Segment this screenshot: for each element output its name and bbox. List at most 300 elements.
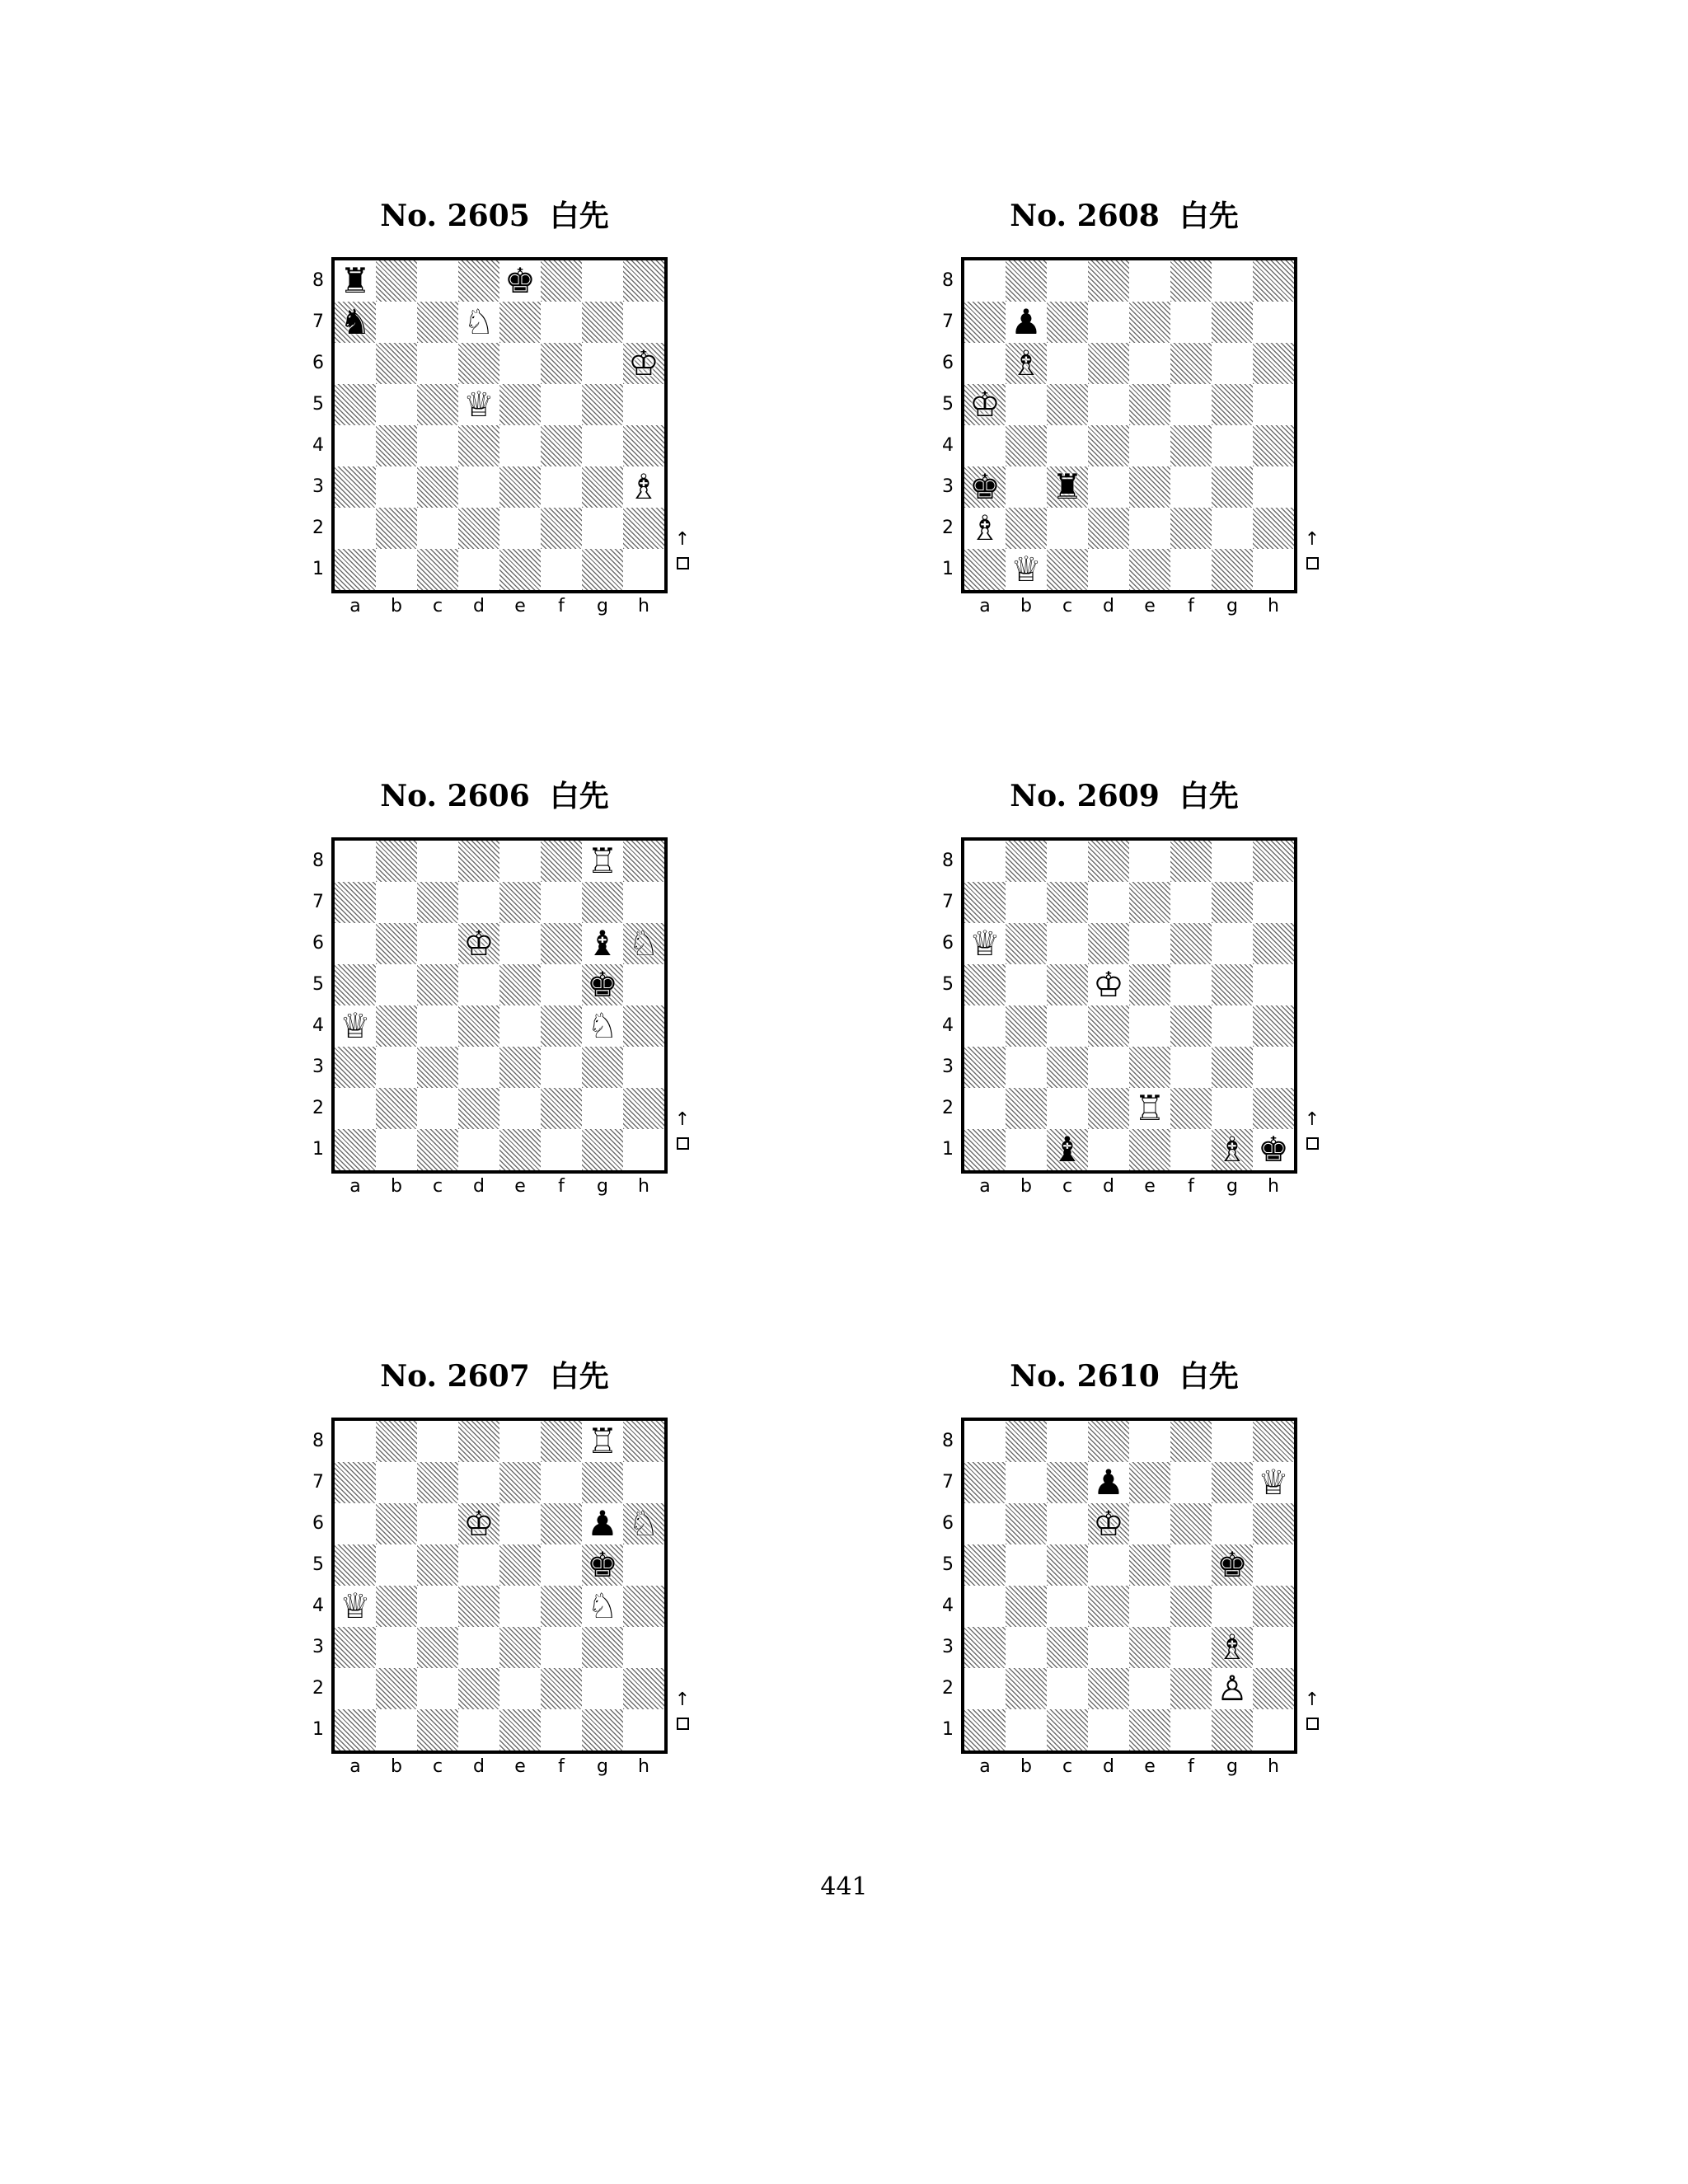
square-f4 bbox=[1170, 1005, 1212, 1047]
rank-label: 4 bbox=[312, 1015, 324, 1036]
rank-label: 1 bbox=[312, 559, 324, 579]
file-label: e bbox=[1144, 596, 1156, 616]
square-g7 bbox=[582, 1462, 623, 1503]
square-d8 bbox=[458, 1421, 499, 1462]
rank-label: 8 bbox=[312, 851, 324, 871]
square-h7 bbox=[623, 882, 664, 923]
side-to-move: 白先 bbox=[1179, 199, 1239, 233]
square-d2 bbox=[1088, 1668, 1129, 1709]
white-king-piece: ♔ bbox=[1093, 1503, 1124, 1544]
file-label: g bbox=[1226, 1176, 1238, 1197]
square-g7 bbox=[1212, 302, 1253, 343]
square-f4 bbox=[1170, 1586, 1212, 1627]
square-f2 bbox=[541, 508, 582, 549]
square-a1 bbox=[964, 549, 1006, 590]
square-f3 bbox=[1170, 1047, 1212, 1088]
diagram-title bbox=[330, 1352, 659, 1401]
square-a5 bbox=[335, 964, 376, 1005]
file-label: h bbox=[638, 1756, 649, 1777]
square-f7 bbox=[1170, 882, 1212, 923]
square-h4 bbox=[623, 1586, 664, 1627]
chess-board bbox=[331, 1418, 668, 1754]
square-c3 bbox=[417, 466, 458, 508]
square-b1 bbox=[376, 549, 417, 590]
rank-label: 2 bbox=[942, 518, 954, 538]
square-h5 bbox=[1253, 964, 1294, 1005]
square-a2 bbox=[335, 508, 376, 549]
square-g8 bbox=[1212, 260, 1253, 302]
square-g4 bbox=[582, 1586, 623, 1627]
rank-label: 2 bbox=[942, 1098, 954, 1118]
square-h2 bbox=[1253, 1088, 1294, 1129]
file-label: b bbox=[391, 1176, 402, 1197]
square-c3 bbox=[1047, 1047, 1088, 1088]
file-label: c bbox=[1062, 596, 1073, 616]
square-h5 bbox=[623, 1544, 664, 1586]
square-g4 bbox=[582, 1005, 623, 1047]
square-c6 bbox=[417, 1503, 458, 1544]
square-e5 bbox=[1129, 384, 1170, 425]
rank-labels bbox=[940, 1421, 956, 1750]
square-h5 bbox=[623, 384, 664, 425]
square-f7 bbox=[541, 302, 582, 343]
square-e3 bbox=[499, 1627, 541, 1668]
file-label: c bbox=[432, 1756, 443, 1777]
square-f5 bbox=[1170, 1544, 1212, 1586]
white-to-move-marker bbox=[1304, 1690, 1320, 1736]
square-e2 bbox=[1129, 1088, 1170, 1129]
square-d7 bbox=[1088, 1462, 1129, 1503]
square-e5 bbox=[499, 384, 541, 425]
file-label: a bbox=[349, 596, 361, 616]
rank-label: 5 bbox=[942, 1554, 954, 1575]
square-c8 bbox=[1047, 841, 1088, 882]
file-labels bbox=[964, 593, 1294, 620]
square-c5 bbox=[1047, 964, 1088, 1005]
square-h3 bbox=[623, 1627, 664, 1668]
file-label: h bbox=[1268, 596, 1279, 616]
square-f7 bbox=[541, 882, 582, 923]
rank-label: 7 bbox=[312, 312, 324, 332]
up-arrow-icon: ↑ bbox=[1304, 1690, 1320, 1710]
square-a8 bbox=[964, 841, 1006, 882]
diagram-title bbox=[959, 771, 1289, 821]
square-e1 bbox=[499, 1129, 541, 1170]
square-c2 bbox=[417, 1088, 458, 1129]
square-b4 bbox=[376, 1586, 417, 1627]
square-a3 bbox=[335, 466, 376, 508]
file-label: f bbox=[558, 1176, 565, 1197]
square-c2 bbox=[417, 508, 458, 549]
problem-number: No. 2608 bbox=[1010, 199, 1160, 233]
square-c4 bbox=[1047, 1586, 1088, 1627]
square-f6 bbox=[1170, 923, 1212, 964]
square-d6 bbox=[458, 343, 499, 384]
square-h3 bbox=[1253, 466, 1294, 508]
square-c5 bbox=[1047, 384, 1088, 425]
square-c6 bbox=[417, 923, 458, 964]
problem-number: No. 2607 bbox=[380, 1359, 530, 1394]
file-label: f bbox=[1188, 1176, 1194, 1197]
square-h7 bbox=[1253, 882, 1294, 923]
square-c7 bbox=[1047, 302, 1088, 343]
diagram-title bbox=[959, 191, 1289, 241]
square-h2 bbox=[623, 1088, 664, 1129]
square-g8 bbox=[1212, 1421, 1253, 1462]
up-arrow-icon: ↑ bbox=[1304, 529, 1320, 550]
rank-label: 4 bbox=[312, 435, 324, 456]
square-a6 bbox=[964, 1503, 1006, 1544]
square-d6 bbox=[458, 923, 499, 964]
square-g5 bbox=[1212, 1544, 1253, 1586]
square-d7 bbox=[458, 302, 499, 343]
file-label: h bbox=[1268, 1756, 1279, 1777]
square-a1 bbox=[335, 1709, 376, 1750]
square-d6 bbox=[1088, 1503, 1129, 1544]
square-f8 bbox=[541, 841, 582, 882]
square-g5 bbox=[1212, 384, 1253, 425]
square-b3 bbox=[376, 1627, 417, 1668]
rank-label: 5 bbox=[312, 394, 324, 415]
square-h1 bbox=[623, 1709, 664, 1750]
chess-board bbox=[961, 837, 1297, 1174]
square-g7 bbox=[582, 882, 623, 923]
file-label: f bbox=[1188, 1756, 1194, 1777]
square-e8 bbox=[499, 841, 541, 882]
square-f2 bbox=[541, 1088, 582, 1129]
file-label: c bbox=[432, 596, 443, 616]
square-f5 bbox=[1170, 384, 1212, 425]
square-a1 bbox=[964, 1709, 1006, 1750]
white-square-icon bbox=[677, 1718, 689, 1730]
rank-label: 7 bbox=[942, 312, 954, 332]
square-d7 bbox=[1088, 882, 1129, 923]
square-a4 bbox=[964, 425, 1006, 466]
square-a5 bbox=[335, 384, 376, 425]
square-e6 bbox=[1129, 1503, 1170, 1544]
square-g3 bbox=[582, 1627, 623, 1668]
square-d5 bbox=[458, 1544, 499, 1586]
white-bishop-piece: ♗ bbox=[1010, 343, 1042, 383]
square-b5 bbox=[1006, 964, 1047, 1005]
square-h8 bbox=[1253, 260, 1294, 302]
square-g3 bbox=[582, 466, 623, 508]
white-rook-piece: ♖ bbox=[587, 841, 618, 881]
rank-label: 5 bbox=[312, 974, 324, 995]
square-h6 bbox=[1253, 1503, 1294, 1544]
file-labels bbox=[964, 1754, 1294, 1780]
square-g4 bbox=[1212, 425, 1253, 466]
square-d6 bbox=[458, 1503, 499, 1544]
square-b8 bbox=[376, 841, 417, 882]
square-e7 bbox=[499, 882, 541, 923]
side-to-move: 白先 bbox=[549, 199, 609, 233]
diagram-2605 bbox=[312, 191, 758, 620]
square-g6 bbox=[1212, 343, 1253, 384]
square-e1 bbox=[499, 549, 541, 590]
rank-label: 8 bbox=[942, 851, 954, 871]
square-b3 bbox=[376, 466, 417, 508]
file-label: d bbox=[1103, 1176, 1114, 1197]
rank-label: 6 bbox=[942, 1513, 954, 1534]
file-label: a bbox=[979, 1176, 991, 1197]
file-labels bbox=[964, 1174, 1294, 1200]
square-h6 bbox=[1253, 923, 1294, 964]
white-to-move-marker bbox=[1304, 529, 1320, 575]
up-arrow-icon: ↑ bbox=[674, 1109, 691, 1130]
square-f1 bbox=[541, 1709, 582, 1750]
problem-number: No. 2606 bbox=[380, 779, 530, 813]
square-f3 bbox=[541, 466, 582, 508]
diagram-title bbox=[330, 191, 659, 241]
white-queen-piece: ♕ bbox=[340, 1586, 371, 1626]
square-f5 bbox=[541, 964, 582, 1005]
square-f6 bbox=[1170, 343, 1212, 384]
square-f6 bbox=[541, 1503, 582, 1544]
square-b4 bbox=[376, 1005, 417, 1047]
square-d3 bbox=[458, 1047, 499, 1088]
rank-label: 3 bbox=[942, 476, 954, 497]
square-c4 bbox=[1047, 1005, 1088, 1047]
square-b1 bbox=[1006, 1129, 1047, 1170]
file-label: b bbox=[1020, 1176, 1032, 1197]
square-a8 bbox=[335, 260, 376, 302]
file-label: d bbox=[473, 1756, 485, 1777]
square-g1 bbox=[1212, 549, 1253, 590]
square-c6 bbox=[1047, 1503, 1088, 1544]
square-e2 bbox=[499, 508, 541, 549]
diagram-2609 bbox=[942, 771, 1388, 1200]
up-arrow-icon: ↑ bbox=[674, 529, 691, 550]
square-g1 bbox=[1212, 1129, 1253, 1170]
file-label: e bbox=[1144, 1176, 1156, 1197]
square-h2 bbox=[623, 1668, 664, 1709]
white-king-piece: ♔ bbox=[1093, 964, 1124, 1005]
white-bishop-piece: ♗ bbox=[1217, 1129, 1248, 1169]
file-label: f bbox=[558, 1756, 565, 1777]
square-a5 bbox=[335, 1544, 376, 1586]
square-a6 bbox=[335, 343, 376, 384]
square-e4 bbox=[1129, 1586, 1170, 1627]
square-h7 bbox=[623, 302, 664, 343]
white-knight-piece: ♘ bbox=[587, 1586, 618, 1626]
square-e1 bbox=[499, 1709, 541, 1750]
square-e4 bbox=[499, 1586, 541, 1627]
square-h7 bbox=[1253, 302, 1294, 343]
square-c8 bbox=[417, 260, 458, 302]
rank-label: 3 bbox=[312, 1057, 324, 1077]
square-e1 bbox=[1129, 1709, 1170, 1750]
square-e4 bbox=[1129, 425, 1170, 466]
square-b3 bbox=[376, 1047, 417, 1088]
square-h8 bbox=[623, 260, 664, 302]
square-c3 bbox=[417, 1627, 458, 1668]
square-h2 bbox=[623, 508, 664, 549]
square-b1 bbox=[376, 1129, 417, 1170]
rank-label: 6 bbox=[942, 353, 954, 373]
white-king-piece: ♔ bbox=[463, 1503, 495, 1544]
square-a3 bbox=[335, 1047, 376, 1088]
square-f1 bbox=[1170, 1129, 1212, 1170]
square-b2 bbox=[376, 1668, 417, 1709]
side-to-move: 白先 bbox=[1179, 1359, 1239, 1394]
square-a5 bbox=[964, 384, 1006, 425]
white-king-piece: ♔ bbox=[463, 923, 495, 963]
square-h1 bbox=[1253, 1129, 1294, 1170]
square-h5 bbox=[1253, 384, 1294, 425]
square-h4 bbox=[1253, 1005, 1294, 1047]
square-a2 bbox=[335, 1668, 376, 1709]
square-a5 bbox=[964, 1544, 1006, 1586]
square-e5 bbox=[1129, 964, 1170, 1005]
square-c5 bbox=[417, 384, 458, 425]
square-f3 bbox=[541, 1047, 582, 1088]
black-bishop-piece: ♝ bbox=[587, 923, 618, 963]
square-a4 bbox=[964, 1586, 1006, 1627]
file-label: c bbox=[432, 1176, 443, 1197]
square-c7 bbox=[1047, 1462, 1088, 1503]
square-h2 bbox=[1253, 508, 1294, 549]
square-g8 bbox=[582, 260, 623, 302]
rank-label: 6 bbox=[312, 1513, 324, 1534]
file-label: e bbox=[514, 596, 526, 616]
square-f3 bbox=[1170, 1627, 1212, 1668]
square-c6 bbox=[1047, 343, 1088, 384]
square-b6 bbox=[376, 1503, 417, 1544]
square-e2 bbox=[1129, 508, 1170, 549]
square-g3 bbox=[1212, 1047, 1253, 1088]
white-rook-piece: ♖ bbox=[587, 1421, 618, 1461]
square-h1 bbox=[623, 549, 664, 590]
square-a4 bbox=[335, 1586, 376, 1627]
diagram-2606 bbox=[312, 771, 758, 1200]
square-c2 bbox=[1047, 508, 1088, 549]
square-b2 bbox=[1006, 1088, 1047, 1129]
square-e6 bbox=[1129, 343, 1170, 384]
square-d5 bbox=[458, 384, 499, 425]
square-e6 bbox=[1129, 923, 1170, 964]
square-h2 bbox=[1253, 1668, 1294, 1709]
square-g7 bbox=[1212, 1462, 1253, 1503]
file-labels bbox=[335, 1754, 664, 1780]
square-b6 bbox=[1006, 1503, 1047, 1544]
square-g4 bbox=[582, 425, 623, 466]
square-b8 bbox=[1006, 260, 1047, 302]
diagram-2610 bbox=[942, 1352, 1388, 1780]
square-a1 bbox=[335, 1129, 376, 1170]
rank-label: 6 bbox=[312, 353, 324, 373]
square-d1 bbox=[458, 1129, 499, 1170]
square-d5 bbox=[1088, 384, 1129, 425]
square-b6 bbox=[1006, 343, 1047, 384]
rank-label: 8 bbox=[942, 1431, 954, 1451]
file-label: b bbox=[391, 1756, 402, 1777]
square-h4 bbox=[623, 425, 664, 466]
square-d2 bbox=[458, 508, 499, 549]
file-label: d bbox=[473, 596, 485, 616]
square-h5 bbox=[623, 964, 664, 1005]
square-a2 bbox=[964, 508, 1006, 549]
rank-label: 7 bbox=[942, 892, 954, 912]
file-label: h bbox=[1268, 1176, 1279, 1197]
rank-label: 6 bbox=[312, 933, 324, 954]
square-f5 bbox=[541, 1544, 582, 1586]
white-square-icon bbox=[1306, 1137, 1319, 1150]
square-d2 bbox=[458, 1088, 499, 1129]
square-f8 bbox=[1170, 260, 1212, 302]
square-a8 bbox=[964, 1421, 1006, 1462]
square-f8 bbox=[541, 260, 582, 302]
square-h8 bbox=[623, 841, 664, 882]
square-a7 bbox=[335, 1462, 376, 1503]
white-queen-piece: ♕ bbox=[340, 1005, 371, 1046]
black-king-piece: ♚ bbox=[587, 1544, 618, 1585]
square-f3 bbox=[541, 1627, 582, 1668]
square-c3 bbox=[1047, 466, 1088, 508]
rank-label: 3 bbox=[312, 476, 324, 497]
square-h1 bbox=[1253, 1709, 1294, 1750]
square-f3 bbox=[1170, 466, 1212, 508]
square-e7 bbox=[1129, 1462, 1170, 1503]
square-b5 bbox=[1006, 1544, 1047, 1586]
up-arrow-icon: ↑ bbox=[1304, 1109, 1320, 1130]
square-a3 bbox=[964, 1627, 1006, 1668]
square-g1 bbox=[582, 549, 623, 590]
white-pawn-piece: ♙ bbox=[1217, 1668, 1248, 1708]
white-queen-piece: ♕ bbox=[1258, 1462, 1289, 1502]
white-knight-piece: ♘ bbox=[587, 1005, 618, 1046]
rank-label: 8 bbox=[942, 270, 954, 291]
file-label: a bbox=[349, 1176, 361, 1197]
chess-board bbox=[331, 837, 668, 1174]
square-h1 bbox=[1253, 549, 1294, 590]
square-a5 bbox=[964, 964, 1006, 1005]
rank-label: 5 bbox=[942, 974, 954, 995]
file-label: b bbox=[1020, 1756, 1032, 1777]
square-c5 bbox=[417, 1544, 458, 1586]
square-e1 bbox=[1129, 1129, 1170, 1170]
square-c8 bbox=[417, 1421, 458, 1462]
square-f5 bbox=[541, 384, 582, 425]
square-h5 bbox=[1253, 1544, 1294, 1586]
square-g6 bbox=[1212, 1503, 1253, 1544]
square-c8 bbox=[1047, 260, 1088, 302]
file-label: h bbox=[638, 1176, 649, 1197]
square-f2 bbox=[1170, 1088, 1212, 1129]
square-a7 bbox=[964, 882, 1006, 923]
square-a6 bbox=[964, 923, 1006, 964]
square-g2 bbox=[582, 508, 623, 549]
square-d5 bbox=[458, 964, 499, 1005]
square-d1 bbox=[1088, 1709, 1129, 1750]
square-h4 bbox=[1253, 425, 1294, 466]
square-d2 bbox=[1088, 508, 1129, 549]
square-f2 bbox=[1170, 508, 1212, 549]
square-d1 bbox=[458, 549, 499, 590]
square-d3 bbox=[1088, 466, 1129, 508]
black-king-piece: ♚ bbox=[969, 466, 1001, 507]
file-label: g bbox=[1226, 1756, 1238, 1777]
square-h8 bbox=[1253, 1421, 1294, 1462]
square-a1 bbox=[964, 1129, 1006, 1170]
square-d8 bbox=[458, 841, 499, 882]
square-e8 bbox=[499, 260, 541, 302]
side-to-move: 白先 bbox=[1179, 779, 1239, 813]
square-c7 bbox=[417, 1462, 458, 1503]
square-g6 bbox=[582, 1503, 623, 1544]
square-h3 bbox=[1253, 1627, 1294, 1668]
file-label: a bbox=[979, 1756, 991, 1777]
